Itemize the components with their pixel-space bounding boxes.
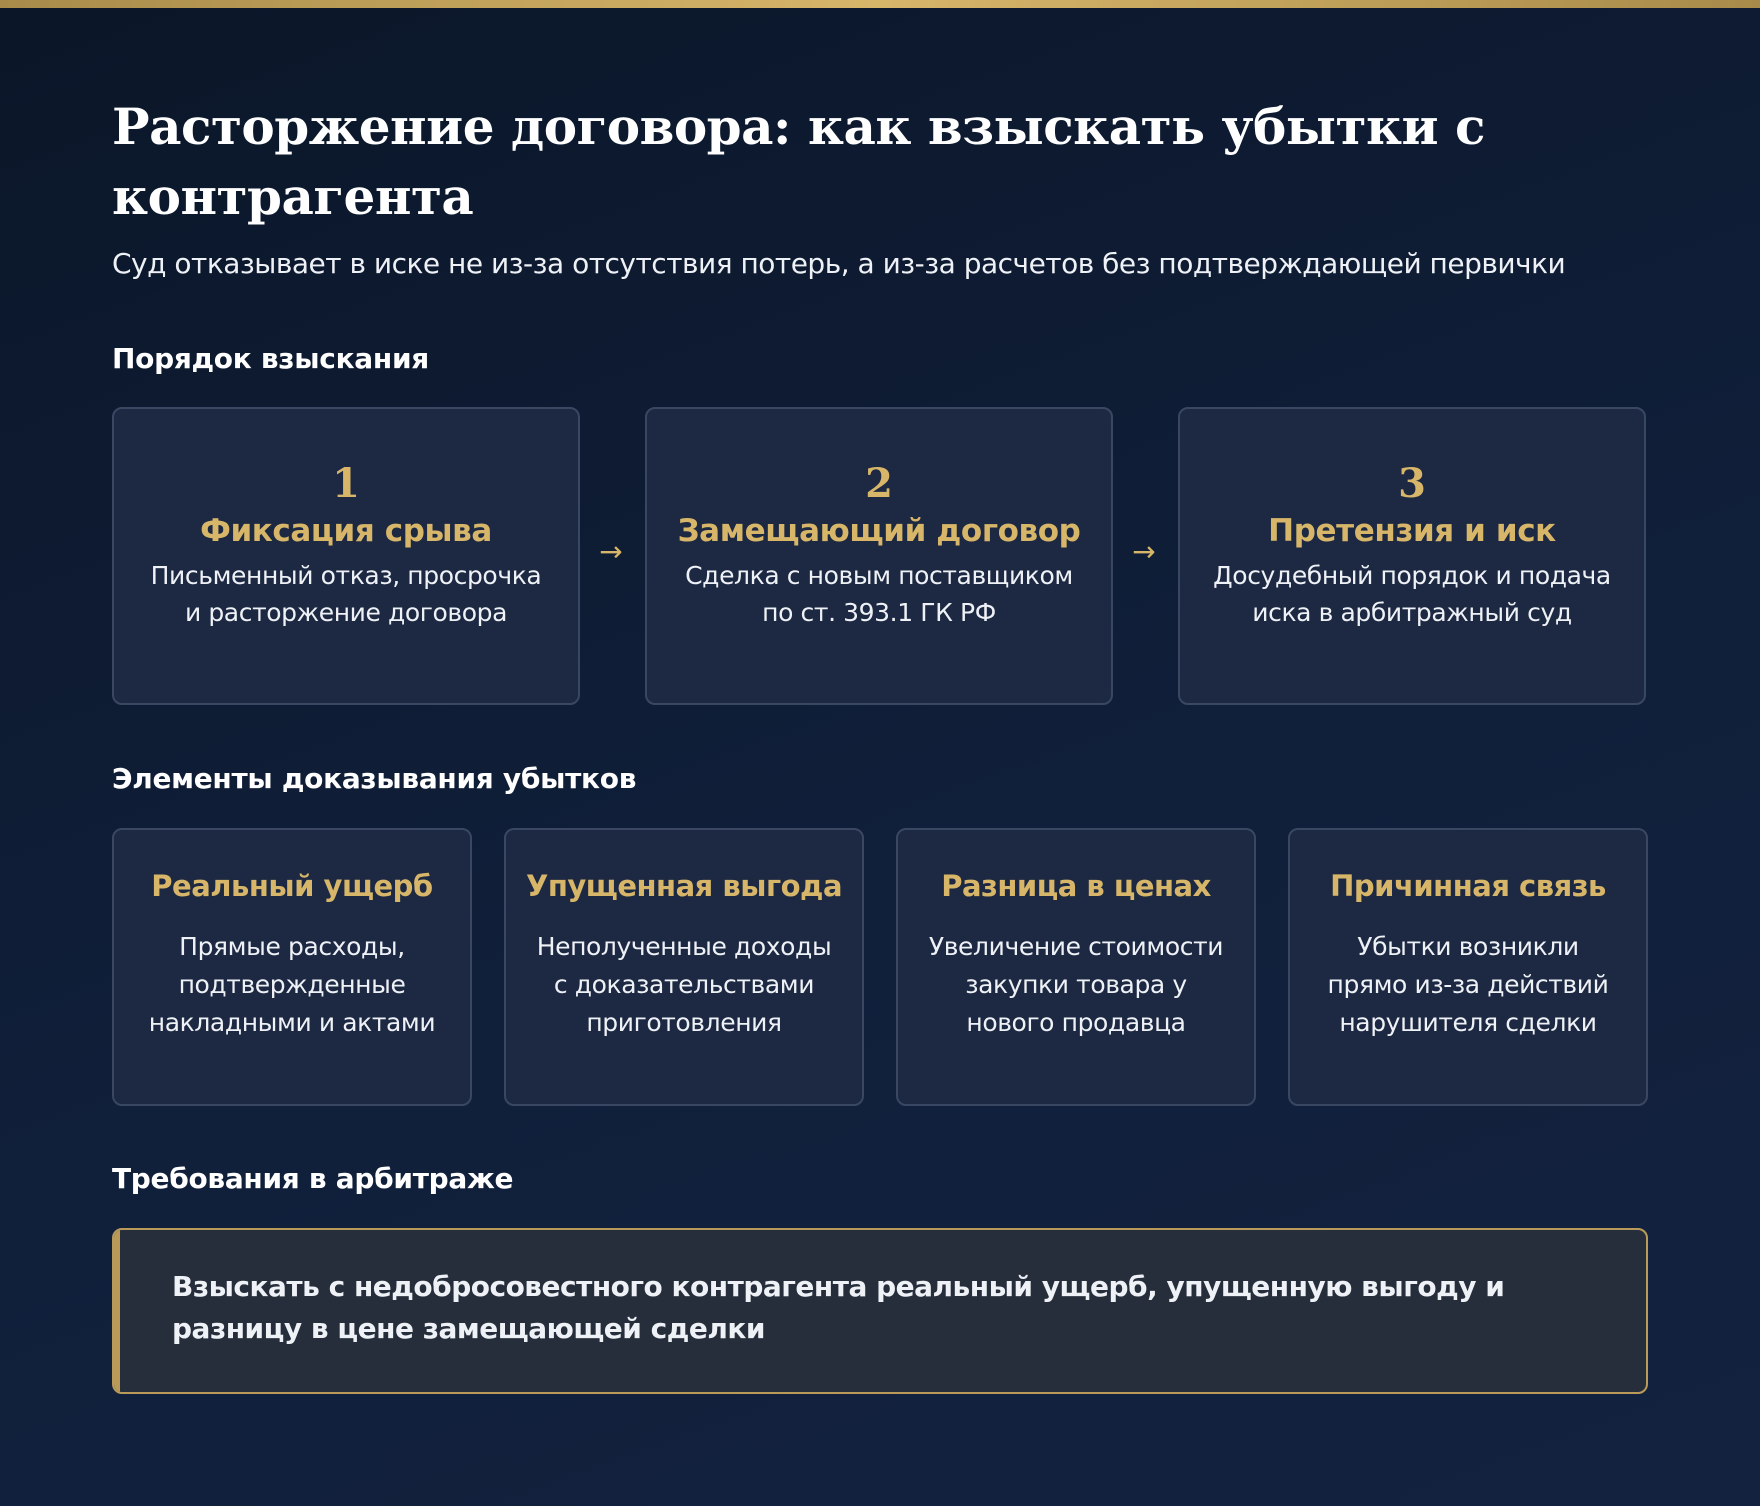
step-description: Письменный отказ, просрочка и расторжение договора (150, 561, 542, 627)
evidence-card-price-difference (896, 828, 1256, 1106)
arrow-right-icon: → (1132, 535, 1156, 568)
evidence-title: Реальный ущерб (151, 869, 433, 903)
evidence-description: Увеличение стоимости закупки товара у нового продавца (928, 932, 1224, 1037)
step-number: 3 (1398, 460, 1426, 507)
evidence-title: Разница в ценах (941, 869, 1211, 903)
section-title-requirements: Требования в арбитраже (112, 1162, 514, 1195)
evidence-description: Убытки возникли прямо из-за действий нарушителя сделки (1327, 932, 1609, 1037)
step-title: Фиксация срыва (200, 513, 492, 549)
step-description: Досудебный порядок и подача иска в арбитражный суд (1213, 561, 1611, 627)
procedure-steps (112, 407, 1648, 707)
step-card-1 (112, 407, 580, 705)
step-card-2 (645, 407, 1113, 705)
evidence-description: Прямые расходы, подтвержденные накладными и актами (148, 932, 436, 1037)
evidence-card-causal-link (1288, 828, 1648, 1106)
requirements-text: Взыскать с недобросовестного контрагента реальный ущерб, упущенную выгоду и разницу в цене замещающей сделки (172, 1270, 1505, 1345)
page-title: Расторжение договора: как взыскать убытки с контрагента (112, 97, 1485, 226)
evidence-title: Причинная связь (1330, 869, 1606, 903)
step-description: Сделка с новым поставщиком по ст. 393.1 ГК РФ (685, 561, 1073, 627)
section-title-evidence: Элементы доказывания убытков (112, 762, 637, 795)
top-accent-bar (0, 0, 1760, 8)
arrow-right-icon: → (599, 535, 623, 568)
step-number: 1 (332, 460, 360, 507)
step-number: 2 (865, 460, 893, 507)
step-title: Претензия и иск (1268, 513, 1556, 549)
evidence-description: Неполученные доходы с доказательствами приготовления (536, 932, 832, 1037)
page-subtitle: Суд отказывает в иске не из-за отсутствия потерь, а из-за расчетов без подтверждающей первички (112, 247, 1566, 280)
main-content (112, 92, 1648, 1345)
step-card-3 (1178, 407, 1646, 705)
evidence-card-lost-profit (504, 828, 864, 1106)
evidence-elements (112, 828, 1648, 1108)
section-title-procedure: Порядок взыскания (112, 342, 429, 375)
evidence-card-actual-damage (112, 828, 472, 1106)
evidence-title: Упущенная выгода (525, 869, 843, 903)
step-title: Замещающий договор (677, 513, 1081, 549)
requirements-callout (112, 1228, 1648, 1394)
callout-accent-bar (114, 1230, 120, 1392)
